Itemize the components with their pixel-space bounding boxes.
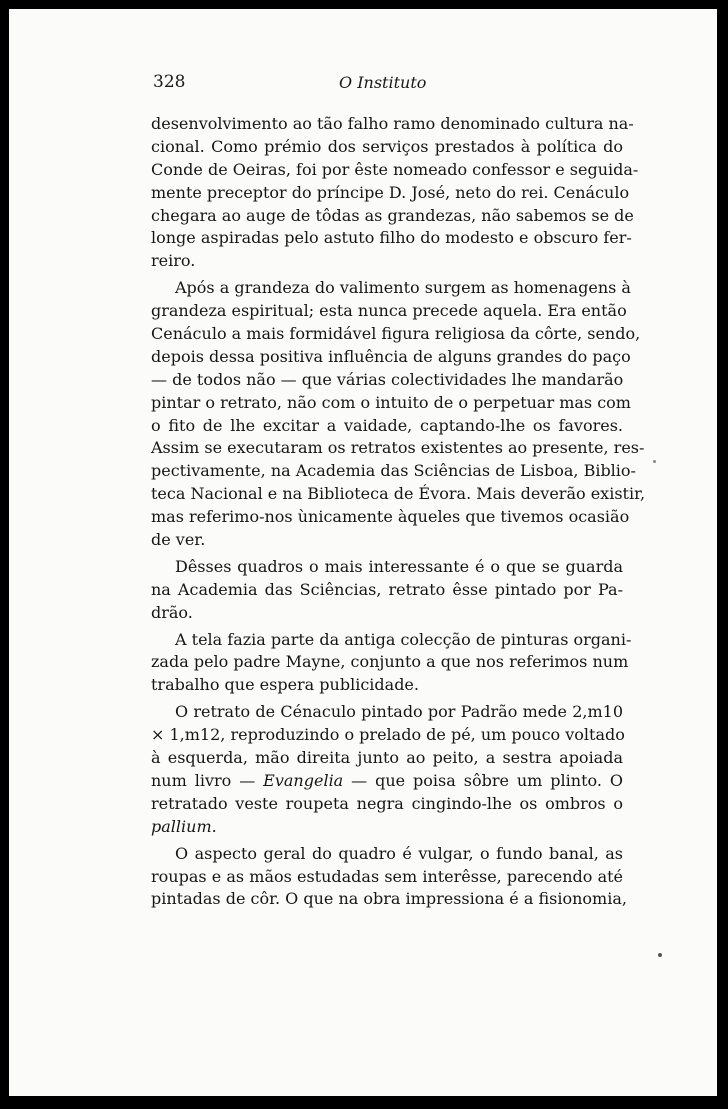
text-line: pintadas de côr. O que na obra impressiona é a fisionomia, — [151, 889, 627, 909]
text-fragment: num livro — — [151, 770, 264, 790]
text-line: pallium. — [151, 816, 217, 836]
text-line: Conde de Oeiras, foi por êste nomeado confessor e seguida- — [151, 159, 639, 179]
italic-text: Evangelia — [263, 770, 344, 790]
text-line: pectivamente, na Academia das Sciências de Lisboa, Biblio- — [151, 461, 636, 481]
text-line: × 1,m12, reproduzindo o prelado de pé, um pouco voltado — [151, 725, 625, 745]
running-title: O Instituto — [339, 73, 427, 92]
text-line: — de todos não — que várias colectividades lhe mandarão — [151, 369, 624, 389]
page-header — [9, 72, 717, 98]
text-line: O retrato de Cénaculo pintado por Padrão mede 2,m10 — [175, 702, 623, 722]
text-line: o fito de lhe excitar a vaidade, captando-lhe os favores. — [151, 415, 623, 435]
text-line: mas referimo-nos ùnicamente àqueles que tivemos ocasião — [151, 507, 630, 527]
text-line: teca Nacional e na Biblioteca de Évora. Mais deverão existir, — [151, 484, 646, 504]
text-line: retratado veste roupeta negra cingindo-lhe os ombros o — [151, 793, 623, 813]
text-line: pintar o retrato, não com o intuito de o perpetuar mas com — [151, 392, 631, 412]
text-line: trabalho que espera publicidade. — [151, 675, 419, 695]
book-page — [9, 9, 717, 1096]
text-line: roupas e as mãos estudadas sem interêsse, parecendo até — [151, 866, 623, 886]
text-line: depois dessa positiva influência de alguns grandes do paço — [151, 346, 631, 366]
text-line: Após a grandeza do valimento surgem as homenagens à — [175, 278, 631, 298]
text-line: cional. Como prémio dos serviços prestados à política do — [151, 136, 623, 156]
text-line: desenvolvimento ao tão falho ramo denominado cultura na- — [151, 114, 634, 133]
text-line: reiro. — [151, 251, 196, 271]
text-line: drão. — [151, 602, 193, 622]
page-number: 328 — [153, 72, 186, 92]
text-line: Cenáculo a mais formidável figura religiosa da côrte, sendo, — [151, 324, 641, 344]
text-line: Dêsses quadros o mais interessante é o que se guarda — [175, 556, 623, 576]
text-line — [151, 770, 623, 793]
text-line: grandeza espiritual; esta nunca precede aquela. Era então — [151, 301, 627, 321]
text-fragment: — que poisa sôbre um plinto. O — [343, 770, 624, 790]
body-text — [151, 113, 646, 911]
text-line: mente preceptor do príncipe D. José, neto do rei. Cenáculo — [151, 182, 630, 202]
text-line: à esquerda, mão direita junto ao peito, a sestra apoiada — [151, 748, 623, 768]
text-line: A tela fazia parte da antiga colecção de pinturas organi- — [175, 629, 632, 649]
paper-speck — [658, 953, 662, 957]
text-line: Assim se executaram os retratos existentes ao presente, res- — [151, 438, 645, 458]
paper-speck — [653, 460, 656, 463]
text-line: zada pelo padre Mayne, conjunto a que nos referimos num — [151, 652, 629, 672]
text-line: O aspecto geral do quadro é vulgar, o fundo banal, as — [175, 843, 623, 863]
text-line: longe aspiradas pelo astuto filho do modesto e obscuro fer- — [151, 228, 632, 248]
text-line: chegara ao auge de tôdas as grandezas, não sabemos se de — [151, 205, 634, 225]
text-line: de ver. — [151, 530, 206, 550]
text-line: na Academia das Sciências, retrato êsse pintado por Pa- — [151, 579, 623, 599]
